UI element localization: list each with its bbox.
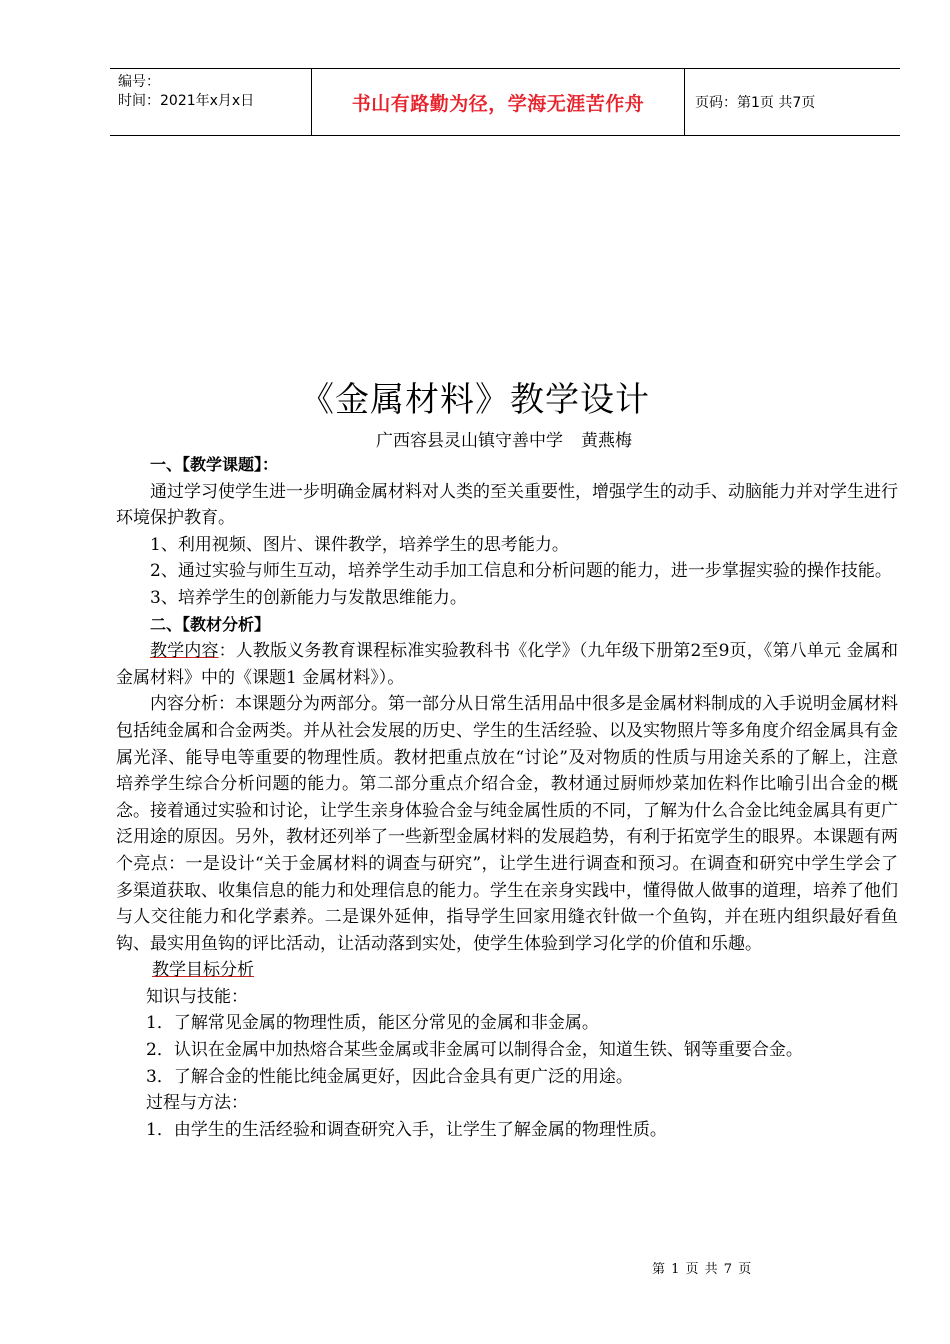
document-title: 《金属材料》教学设计 bbox=[300, 380, 650, 420]
paragraph: 通过学习使学生进一步明确金属材料对人类的至关重要性，增强学生的动手、动脑能力并对学生进行环境保护教育。 bbox=[116, 481, 898, 529]
author-line bbox=[0, 426, 950, 451]
header-page-info: 页码：第1页 共7页 bbox=[695, 95, 816, 111]
content-text: ：人教版义务教育课程标准实验教科书《化学》（九年级下册第2至9页，《第八单元 金属和金属材料》中的《课题1 金属材料》）。 bbox=[116, 641, 898, 688]
list-item: 2、通过实验与师生互动，培养学生动手加工信息和分析问题的能力，进一步掌握实验的操作技能。 bbox=[150, 561, 892, 582]
subsection-heading: 知识与技能： bbox=[146, 986, 248, 1007]
list-item: 1．了解常见金属的物理性质，能区分常见的金属和非金属。 bbox=[146, 1013, 599, 1034]
list-item: 1．由学生的生活经验和调查研究入手，让学生了解金属的物理性质。 bbox=[146, 1119, 667, 1140]
section-heading: 二、【教材分析】 bbox=[150, 614, 271, 634]
page-footer: 第 1 页 共 7 页 bbox=[652, 1262, 753, 1277]
subsection-heading bbox=[116, 957, 898, 984]
school-name: 广西容县灵山镇守善中学 bbox=[376, 431, 563, 451]
subsection-heading: 过程与方法： bbox=[146, 1093, 248, 1114]
paragraph: 内容分析：本课题分为两部分。第一部分从日常生活用品中很多是金属材料制成的入手说明金属材料包括纯金属和合金两类。并从社会发展的历史、学生的生活经验、以及实物照片等多角度介绍金属具有金属光泽、能导电等重要的物理性质。教材把重点放在“讨论”及对物质的性质与用途关系的了解上，注意培养学生综合分析问题的能力。第二部分重点介绍合金，教材通过厨师炒菜加佐料作比喻引出合金的概念。接着通过实验和讨论，让学生亲身体验合金与纯金属性质的不同，了解为什么合金比纯金属具有更广泛用途的原因。另外，教材还列举了一些新型金属材料的发展趋势，有利于拓宽学生的眼界。本课题有两个亮点：一是设计“关于金属材料的调查与研究”，让学生进行调查和预习。在调查和研究中学生学会了多渠道获取、收集信息的能力和处理信息的能力。学生在亲身实践中，懂得做人做事的道理，培养了他们与人交往能力和化学素养。二是课外延伸，指导学生回家用缝衣针做一个鱼钩，并在班内组织最好看鱼钩、最实用鱼钩的评比活动，让活动落到实处，使学生体验到学习化学的价值和乐趣。 bbox=[116, 694, 898, 954]
content-label: 教学内容 bbox=[150, 641, 219, 662]
document-body bbox=[116, 452, 898, 1143]
header-meta bbox=[110, 69, 312, 135]
section-heading: 一、【教学课题】： bbox=[150, 455, 279, 474]
paragraph bbox=[116, 638, 898, 691]
header-motto: 书山有路勤为径，学海无涯苦作舟 bbox=[312, 69, 685, 135]
goals-heading: 教学目标分析 bbox=[152, 960, 254, 981]
list-item: 1、利用视频、图片、课件教学，培养学生的思考能力。 bbox=[150, 534, 569, 555]
author-name: 黄燕梅 bbox=[581, 431, 632, 451]
list-item: 3．了解合金的性能比纯金属更好，因此合金具有更广泛的用途。 bbox=[146, 1066, 633, 1087]
time-label: 时间：2021年x月x日 bbox=[118, 93, 255, 109]
number-label: 编号： bbox=[118, 74, 160, 90]
list-item: 3、培养学生的创新能力与发散思维能力。 bbox=[150, 587, 467, 608]
list-item: 2．认识在金属中加热熔合某些金属或非金属可以制得合金，知道生铁、钢等重要合金。 bbox=[146, 1040, 803, 1061]
page-header bbox=[110, 68, 900, 136]
